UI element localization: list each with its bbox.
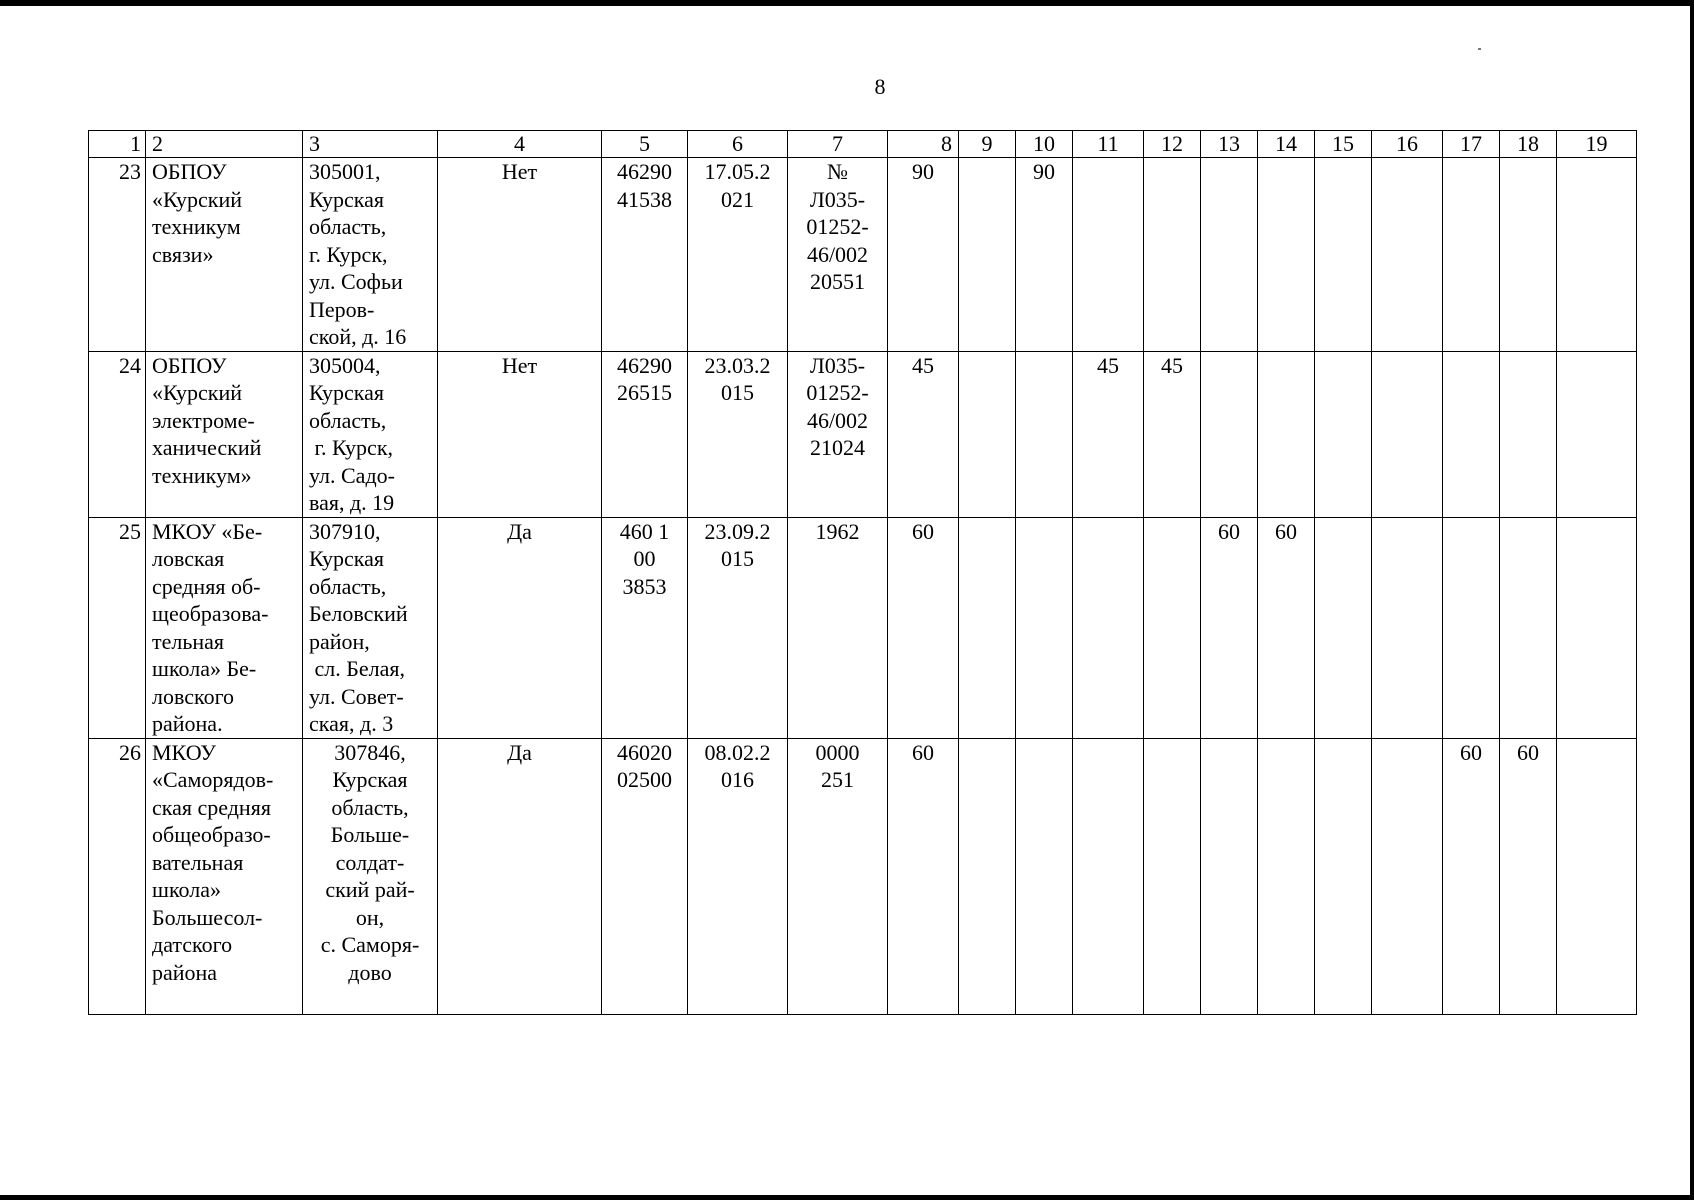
column-7-line: 21024	[810, 435, 865, 460]
organization-name-line: ОБПОУ	[152, 159, 227, 184]
address-line: Курская	[309, 546, 385, 571]
column-6-line: 23.03.2	[704, 352, 771, 378]
column-7-line: Л035-	[809, 352, 866, 378]
column-9-cell	[959, 351, 1016, 517]
row-number-cell: 26	[89, 738, 146, 1014]
address-line: ул. Садо-	[309, 462, 395, 488]
column-5-cell	[602, 158, 688, 352]
header-cell: 3	[303, 131, 438, 158]
column-10-cell: 90	[1016, 158, 1073, 352]
address-line: район,	[309, 628, 370, 654]
column-7-line: №	[827, 159, 848, 184]
header-cell: 16	[1372, 131, 1443, 158]
column-7-cell	[788, 158, 888, 352]
column-15-cell	[1315, 158, 1372, 352]
organization-name-line: ская средняя	[152, 794, 271, 820]
address-line: г. Курск,	[309, 435, 394, 460]
column-13-cell: 60	[1201, 517, 1258, 738]
header-cell: 2	[146, 131, 303, 158]
header-cell: 15	[1315, 131, 1372, 158]
column-11-cell: 45	[1073, 351, 1144, 517]
scan-border-top	[0, 0, 1694, 6]
header-cell: 11	[1073, 131, 1144, 158]
organization-name-line: общеобразо-	[152, 822, 271, 847]
organization-name-line: «Курский	[152, 380, 243, 405]
column-11-cell	[1073, 517, 1144, 738]
column-5-line: 460 1	[619, 518, 670, 544]
column-4-cell: Да	[438, 738, 602, 1014]
header-cell: 19	[1557, 131, 1637, 158]
header-cell: 7	[788, 131, 888, 158]
address-line: г. Курск,	[309, 241, 388, 267]
address-line: сл. Белая,	[309, 656, 406, 681]
address-cell	[303, 351, 438, 517]
column-8-cell: 60	[888, 517, 959, 738]
header-cell: 8	[888, 131, 959, 158]
organization-name-line: связи»	[152, 241, 214, 267]
address-line: Курская	[332, 767, 408, 792]
organization-name-line: Большесол-	[152, 904, 263, 930]
address-line: Курская	[309, 186, 385, 212]
column-19-cell	[1557, 517, 1637, 738]
address-line: ский рай-	[325, 877, 415, 902]
organization-name-line: ловского	[152, 683, 235, 709]
column-7-line: 01252-	[806, 214, 869, 239]
column-16-cell	[1372, 351, 1443, 517]
column-5-line: 41538	[617, 186, 672, 212]
column-4-cell: Нет	[438, 351, 602, 517]
organization-name-line: района.	[152, 711, 223, 736]
column-6-line: 016	[721, 767, 754, 792]
column-9-cell	[959, 517, 1016, 738]
column-5-cell	[602, 351, 688, 517]
page-number: 8	[874, 74, 886, 99]
address-line: 305001,	[309, 159, 381, 184]
column-6-cell	[688, 517, 788, 738]
column-5-cell	[602, 738, 688, 1014]
scan-speck	[1478, 48, 1481, 50]
header-cell: 5	[602, 131, 688, 158]
address-cell	[303, 517, 438, 738]
column-6-line: 015	[721, 546, 754, 571]
column-8-cell: 90	[888, 158, 959, 352]
column-18-cell	[1500, 351, 1557, 517]
column-16-cell	[1372, 158, 1443, 352]
address-line: 307910,	[309, 518, 381, 544]
column-19-cell	[1557, 158, 1637, 352]
column-7-line: 0000	[815, 739, 860, 765]
column-14-cell	[1258, 351, 1315, 517]
address-line: Больше-	[330, 822, 410, 847]
address-cell	[303, 738, 438, 1014]
column-15-cell	[1315, 738, 1372, 1014]
column-18-cell	[1500, 517, 1557, 738]
organization-name-cell	[146, 351, 303, 517]
scan-border-bottom	[0, 1195, 1694, 1200]
column-10-cell	[1016, 738, 1073, 1014]
table-row	[89, 158, 1637, 352]
address-line: дово	[348, 959, 392, 985]
column-7-cell	[788, 738, 888, 1014]
address-line: 305004,	[309, 352, 381, 378]
scan-border-right	[1690, 0, 1694, 1200]
column-15-cell	[1315, 351, 1372, 517]
address-line: область,	[309, 407, 387, 433]
header-cell: 17	[1443, 131, 1500, 158]
column-18-cell	[1500, 158, 1557, 352]
organization-name-line: «Курский	[152, 186, 243, 212]
row-number-cell: 23	[89, 158, 146, 352]
column-14-cell	[1258, 158, 1315, 352]
column-11-cell	[1073, 738, 1144, 1014]
column-6-cell	[688, 351, 788, 517]
header-cell: 14	[1258, 131, 1315, 158]
organization-name-cell	[146, 158, 303, 352]
column-6-line: 23.09.2	[704, 518, 771, 544]
header-cell: 4	[438, 131, 602, 158]
address-line: он,	[355, 904, 385, 930]
address-line: ул. Совет-	[309, 683, 404, 709]
organization-name-line: «Саморядов-	[152, 767, 274, 792]
organization-name-line: вательная	[152, 849, 244, 875]
column-6-line: 021	[721, 186, 754, 212]
address-line: ул. Софьи	[309, 269, 403, 294]
column-7-line: 01252-	[806, 380, 869, 405]
column-7-line: 46/002	[806, 241, 869, 267]
organization-name-line: МКОУ «Бе-	[152, 518, 263, 544]
column-19-cell	[1557, 351, 1637, 517]
column-7-line: 1962	[815, 518, 860, 544]
column-17-cell	[1443, 517, 1500, 738]
table-row	[89, 517, 1637, 738]
column-13-cell	[1201, 158, 1258, 352]
organization-name-line: школа»	[152, 877, 221, 902]
organization-name-line: техникум»	[152, 462, 252, 488]
header-cell: 10	[1016, 131, 1073, 158]
organization-name-line: датского	[152, 932, 233, 957]
column-7-cell	[788, 517, 888, 738]
organization-name-cell	[146, 738, 303, 1014]
column-6-line: 015	[721, 380, 754, 405]
header-cell: 1	[89, 131, 146, 158]
data-table	[88, 130, 1637, 1015]
organization-name-line: электроме-	[152, 407, 255, 433]
address-line: область,	[331, 794, 409, 820]
column-13-cell	[1201, 351, 1258, 517]
organization-name-line: техникум	[152, 214, 241, 239]
organization-name-line: тельная	[152, 628, 225, 654]
address-line: солдат-	[335, 849, 405, 875]
column-7-line: Л035-	[809, 186, 866, 212]
column-9-cell	[959, 158, 1016, 352]
column-8-cell: 60	[888, 738, 959, 1014]
column-14-cell: 60	[1258, 517, 1315, 738]
column-18-cell: 60	[1500, 738, 1557, 1014]
column-13-cell	[1201, 738, 1258, 1014]
header-row	[89, 131, 1637, 158]
organization-name-line: средняя об-	[152, 573, 261, 599]
column-4-cell: Да	[438, 517, 602, 738]
address-line: область,	[309, 573, 387, 599]
row-number-cell: 24	[89, 351, 146, 517]
column-5-line: 02500	[617, 767, 672, 792]
column-5-line: 3853	[622, 573, 667, 599]
column-9-cell	[959, 738, 1016, 1014]
column-15-cell	[1315, 517, 1372, 738]
column-16-cell	[1372, 738, 1443, 1014]
column-5-line: 46290	[617, 352, 672, 378]
column-12-cell	[1144, 517, 1201, 738]
column-4-cell: Нет	[438, 158, 602, 352]
column-7-line: 46/002	[806, 407, 869, 433]
organization-name-line: МКОУ	[152, 739, 216, 765]
organization-name-cell	[146, 517, 303, 738]
address-line: область,	[309, 214, 387, 239]
column-7-line: 20551	[810, 269, 865, 294]
table-row	[89, 351, 1637, 517]
organization-name-line: школа» Бе-	[152, 656, 257, 681]
address-line: с. Саморя-	[320, 932, 420, 957]
address-cell	[303, 158, 438, 352]
column-5-line: 46290	[617, 159, 672, 184]
address-line: Беловский	[309, 601, 408, 626]
address-line: Курская	[309, 380, 385, 405]
organization-name-line: щеобразова-	[152, 601, 269, 626]
address-line: 307846,	[334, 739, 406, 765]
organization-name-line: ловская	[152, 546, 225, 571]
column-8-cell: 45	[888, 351, 959, 517]
organization-name-line: района	[152, 959, 218, 985]
column-5-line: 46020	[617, 739, 672, 765]
address-line: ской, д. 16	[309, 324, 407, 349]
header-cell: 12	[1144, 131, 1201, 158]
column-6-cell	[688, 158, 788, 352]
column-19-cell	[1557, 738, 1637, 1014]
column-16-cell	[1372, 517, 1443, 738]
column-17-cell: 60	[1443, 738, 1500, 1014]
column-10-cell	[1016, 351, 1073, 517]
column-6-cell	[688, 738, 788, 1014]
address-line: Перов-	[309, 296, 375, 322]
header-cell: 13	[1201, 131, 1258, 158]
column-14-cell	[1258, 738, 1315, 1014]
column-7-cell	[788, 351, 888, 517]
column-5-line: 00	[633, 546, 656, 571]
column-12-cell	[1144, 158, 1201, 352]
table-row	[89, 738, 1637, 1014]
column-12-cell	[1144, 738, 1201, 1014]
address-line: ская, д. 3	[309, 711, 394, 736]
organization-name-line: ханический	[152, 435, 262, 460]
column-6-line: 17.05.2	[704, 159, 771, 184]
organization-name-line: ОБПОУ	[152, 352, 227, 378]
column-7-line: 251	[821, 767, 854, 792]
header-cell: 9	[959, 131, 1016, 158]
header-cell: 6	[688, 131, 788, 158]
column-5-line: 26515	[617, 380, 672, 405]
column-5-cell	[602, 517, 688, 738]
column-12-cell: 45	[1144, 351, 1201, 517]
column-17-cell	[1443, 351, 1500, 517]
column-11-cell	[1073, 158, 1144, 352]
address-line: вая, д. 19	[309, 490, 395, 515]
column-10-cell	[1016, 517, 1073, 738]
row-number-cell: 25	[89, 517, 146, 738]
column-17-cell	[1443, 158, 1500, 352]
header-cell: 18	[1500, 131, 1557, 158]
column-6-line: 08.02.2	[704, 739, 771, 765]
